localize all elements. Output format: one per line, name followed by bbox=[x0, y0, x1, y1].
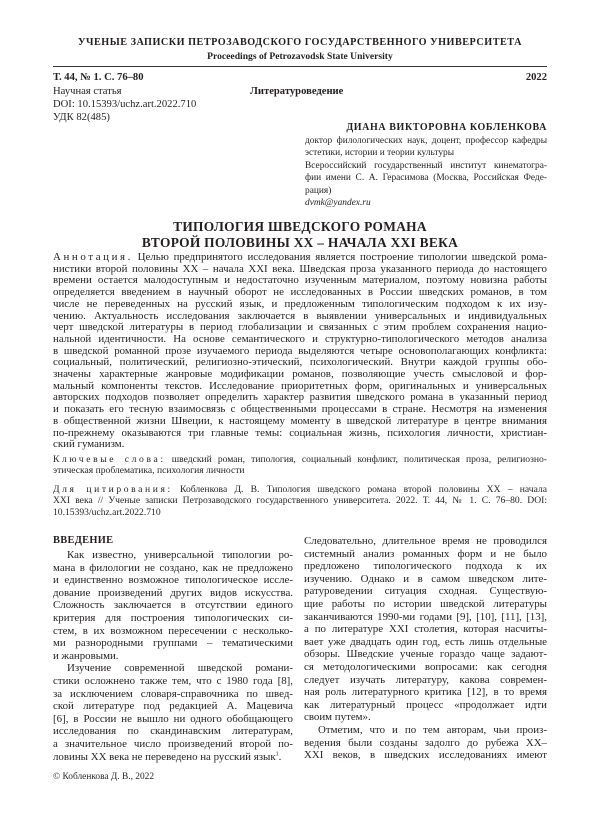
text-line bbox=[53, 465, 547, 476]
affiliation-line: доктор филологических наук, доцент, профессор кафедры bbox=[305, 136, 547, 146]
line-text: следует изучать литературу, какова современ- bbox=[304, 673, 547, 686]
author-email: dvmk@yandex.ru bbox=[305, 198, 371, 209]
volume-info: Т. 44, № 1. С. 76–80 bbox=[53, 72, 144, 83]
line-text: ная роль литературного критика [12], в то время bbox=[304, 686, 547, 699]
line-text: чению. Актуальность исследования заключается в выявлении универсальных и индивидуальных bbox=[53, 310, 547, 322]
line-text: а по литературе XXI столетия, которая насчиты- bbox=[304, 623, 547, 636]
text-line bbox=[304, 724, 547, 737]
text-line bbox=[53, 599, 293, 612]
line-text: черт шведской литературы в период глобализации и связанных с этим проблем сохранения нацио- bbox=[53, 322, 547, 334]
line-text: стем, в их возможном пересечении с несколько- bbox=[53, 624, 293, 637]
text-line bbox=[53, 612, 293, 625]
text-line bbox=[53, 381, 547, 393]
line-text: Кобленкова Д. В. Типология шведского романа второй половины XX – начала bbox=[180, 484, 547, 495]
affiliation-line: рация) bbox=[305, 185, 332, 196]
text-line bbox=[304, 560, 547, 573]
text-line bbox=[53, 334, 547, 346]
article-title-line-1: ТИПОЛОГИЯ ШВЕДСКОГО РОМАНА bbox=[173, 219, 427, 234]
line-text: по-прежнему оказываются три главные темы: социальная жизнь, психология личности, христиан- bbox=[53, 427, 547, 439]
text-line bbox=[53, 587, 293, 600]
affiliation-line: Всероссийский государственный институт кинематогра- bbox=[305, 160, 547, 171]
line-text: Отметим, что и по тем авторам, чьи произ- bbox=[318, 723, 547, 736]
journal-title: УЧЕНЫЕ ЗАПИСКИ ПЕТРОЗАВОДСКОГО ГОСУДАРСТВЕННОГО УНИВЕРСИТЕТА bbox=[78, 37, 522, 48]
line-text: Следовательно, длительное время не проводился bbox=[304, 535, 547, 547]
line-text: мальный компоненты текстов. Исследование приоритетных форм, оригинальных и универсальных bbox=[53, 380, 547, 392]
text-line bbox=[53, 252, 547, 264]
text-line bbox=[53, 416, 547, 428]
citation-label: Для цитирования: bbox=[53, 484, 173, 495]
year: 2022 bbox=[525, 72, 547, 83]
text-line bbox=[304, 636, 547, 649]
text-line bbox=[304, 585, 547, 598]
abstract bbox=[53, 252, 547, 451]
affiliation-line: фии имени С. А. Герасимова (Москва, Российская Феде- bbox=[305, 173, 547, 184]
line-text: Целью предпринятого исследования является построение типологии шведской рома- bbox=[137, 252, 547, 263]
text-line bbox=[53, 574, 293, 587]
line-text: нистики второй половины XX – начала XXI века. Шведская проза указанного периода до настоящего bbox=[53, 263, 547, 275]
line-text: а значительное число произведений второй по- bbox=[53, 737, 293, 750]
line-text: шведский роман, типология, социальный конфликт, политическая проза, религиозно- bbox=[171, 454, 547, 465]
text-line bbox=[53, 322, 547, 334]
line-text: в шведской романной прозе изучаемого периода выделяются четыре основополагающих конфликта: bbox=[53, 345, 547, 357]
text-line bbox=[304, 711, 547, 724]
text-line bbox=[304, 611, 547, 624]
text-line bbox=[53, 662, 293, 675]
udk: УДК 82(485) bbox=[53, 112, 110, 123]
left-column bbox=[53, 549, 293, 763]
line-text: обзоры. Шведские ученые гораздо чаще задают- bbox=[304, 648, 547, 661]
text-line bbox=[304, 548, 547, 561]
text-line bbox=[53, 738, 293, 751]
text-line bbox=[53, 700, 293, 713]
line-text: [6], в России не вышло ни одного обобщающего bbox=[53, 712, 293, 725]
text-line bbox=[304, 661, 547, 674]
text-line bbox=[304, 686, 547, 699]
line-text: ми разнородными группами – тематическими bbox=[53, 637, 293, 650]
text-line: ловины XX века не переведено на русский язык$^1$. bbox=[53, 750, 282, 763]
text-line bbox=[53, 650, 293, 663]
line-text: мана в филологии не создано, как не предложено bbox=[53, 561, 293, 574]
text-line bbox=[304, 737, 547, 750]
line-text: ской литературе под редакцией А. Мацевича bbox=[53, 700, 293, 713]
text-line bbox=[53, 454, 547, 465]
line-text: определяется введением в научный оборот не исследованных в России шведских романов, в том bbox=[53, 287, 547, 299]
line-text: критерия для построения типологических си- bbox=[53, 611, 293, 624]
line-text: исследования по скандинавским литературам, bbox=[53, 725, 293, 738]
journal-title-en: Proceedings of Petrozavodsk State University bbox=[207, 51, 393, 62]
line-text: Как известно, универсальной типологии ро- bbox=[67, 549, 293, 561]
line-text: и жанровыми. bbox=[53, 649, 119, 662]
text-line bbox=[53, 428, 547, 440]
header-divider bbox=[53, 66, 547, 67]
line-text: изучению. Однако и в самом шведском лите- bbox=[304, 572, 547, 585]
section-heading: ВВЕДЕНИЕ bbox=[53, 535, 114, 546]
text-line bbox=[53, 507, 547, 518]
article-type: Научная статья bbox=[53, 86, 122, 97]
text-line bbox=[53, 562, 293, 575]
line-text: стики осложнено также тем, что с 1980 года [8], bbox=[53, 674, 293, 687]
line-text: авторских подходов позволяет определить характер развития шведского романа в указанный период bbox=[53, 392, 547, 404]
line-text: и показать его тесную взаимосвязь с общественными процессами в стране. Несмотря на изменения bbox=[53, 404, 547, 416]
line-text: ловины XX века не переведено на русский язык bbox=[53, 750, 276, 763]
author-name: ДИАНА ВИКТОРОВНА КОБЛЕНКОВА bbox=[346, 122, 547, 133]
line-text: XXI века // Ученые записки Петрозаводского государственного университета. 2022. Т. 44, № 1. С. 76–80. DOI: bbox=[53, 495, 547, 507]
text-line bbox=[53, 549, 293, 562]
line-text: вает уже двадцать один год, есть лишь отдельные bbox=[304, 635, 547, 648]
line-text: и единственно возможное типологическое иссле- bbox=[53, 574, 293, 587]
right-column bbox=[304, 535, 547, 762]
text-line bbox=[53, 625, 293, 638]
text-line bbox=[304, 623, 547, 636]
doi: DOI: 10.15393/uchz.art.2022.710 bbox=[53, 99, 197, 110]
keywords-label: Ключевые слова: bbox=[53, 454, 166, 465]
text-line bbox=[53, 299, 547, 311]
line-text: числе не переведенных на русский язык, и предложенным типологическим подходом к их изу- bbox=[53, 298, 547, 310]
author-affiliation bbox=[305, 135, 547, 209]
text-line bbox=[53, 264, 547, 276]
text-line bbox=[53, 369, 547, 381]
text-line bbox=[53, 725, 293, 738]
text-line bbox=[53, 637, 293, 650]
line-text: Сложность заключается в отсутствии единого bbox=[53, 599, 293, 612]
text-line bbox=[53, 484, 547, 495]
line-text: ратуроведении ситуация сходная. Существую- bbox=[304, 585, 547, 598]
line-text: как литературный процесс «продолжает идти bbox=[304, 698, 547, 711]
line-text: за исключением словаря-справочника по швед- bbox=[53, 687, 293, 700]
text-line bbox=[53, 404, 547, 416]
text-line bbox=[53, 275, 547, 287]
line-text: XXI веков, в шведских исследованиях имеют bbox=[304, 749, 547, 762]
line-text: 10.15393/uchz.art.2022.710 bbox=[53, 506, 161, 518]
footnote-marker: 1 bbox=[275, 750, 279, 757]
text-line bbox=[304, 749, 547, 762]
abstract-label: Аннотация. bbox=[53, 252, 133, 263]
section-name: Литературоведение bbox=[250, 86, 344, 97]
keywords bbox=[53, 454, 547, 477]
text-line bbox=[304, 535, 547, 548]
line-text: времени остается малодоступным и недостаточно изученным материалом, поэтому новизна работы bbox=[53, 275, 547, 287]
text-line bbox=[53, 688, 293, 701]
line-text: ский гуманизм. bbox=[53, 439, 125, 451]
text-line bbox=[53, 346, 547, 358]
text-line bbox=[304, 573, 547, 586]
text-line bbox=[53, 311, 547, 323]
affiliation-line: эстетики, истории и теории культуры bbox=[305, 148, 455, 159]
line-text: дование произведений других видов искусства. bbox=[53, 586, 293, 599]
line-text: ведения были созданы задолго до рубежа XX– bbox=[304, 736, 547, 749]
text-line bbox=[304, 598, 547, 611]
text-line bbox=[53, 287, 547, 299]
line-text: предложено типологического подхода к их bbox=[304, 560, 547, 573]
text-line bbox=[53, 439, 547, 451]
citation bbox=[53, 484, 547, 518]
text-line bbox=[304, 674, 547, 687]
line-text: щие работы по истории шведской литературы bbox=[304, 597, 547, 610]
text-line bbox=[53, 675, 293, 688]
text-line bbox=[53, 713, 293, 726]
line-text: социальный, политический, религиозно-этический, психологический. Внутри каждой группы обо- bbox=[53, 357, 547, 369]
text-line bbox=[53, 495, 547, 506]
line-text: нальной идентичности. На основе семантического и структурно-типологического методов анализа bbox=[53, 333, 547, 345]
copyright: © Кобленкова Д. В., 2022 bbox=[53, 772, 155, 782]
line-text: в общественной жизни Швеции, к настоящему моменту в шведской литературе в центре внимания bbox=[53, 415, 547, 427]
line-text: системный анализ романных форм и не было bbox=[304, 547, 547, 560]
text-line bbox=[53, 357, 547, 369]
line-text: значены характерные жанровые модификации романов, позволяющие учесть смысловой и фор- bbox=[53, 369, 547, 381]
line-text: своим путем». bbox=[304, 711, 371, 724]
line-text: ся методологическими вопросами: как сегодня bbox=[304, 660, 547, 673]
line-text: Изучение современной шведской романи- bbox=[67, 662, 293, 675]
article-title-line-2: ВТОРОЙ ПОЛОВИНЫ XX – НАЧАЛА XXI ВЕКА bbox=[141, 235, 459, 250]
text-line bbox=[304, 648, 547, 661]
line-text: заканчиваются 1990-ми годами [9], [10], [11], [13], bbox=[304, 610, 547, 623]
line-text: этическая проблематика, психология личности bbox=[53, 465, 245, 477]
text-line bbox=[53, 392, 547, 404]
text-line bbox=[304, 699, 547, 712]
